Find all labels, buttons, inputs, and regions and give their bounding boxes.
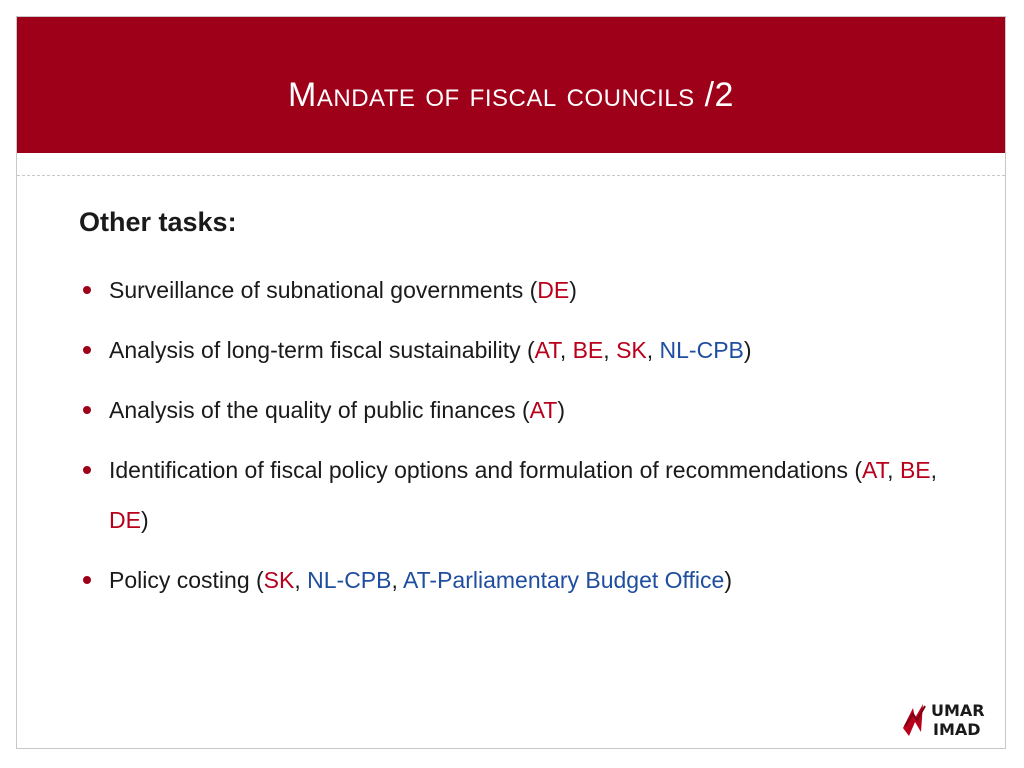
bullet-text: Analysis of the quality of public finances ( [109,397,530,423]
bullet-text: Surveillance of subnational governments ( [109,277,538,303]
institution-tag: AT-Parliamentary Budget Office [403,567,725,593]
institution-tag: NL-CPB [307,567,392,593]
bullet-item [79,325,979,375]
slide [16,16,1006,749]
bullet-item [79,445,979,545]
bullet-text: , [294,567,308,593]
bullet-dot-icon [83,346,91,354]
bullet-dot-icon [83,576,91,584]
logo-text-imad: IMAD [933,720,981,739]
bullet-text: Policy costing ( [109,567,264,593]
bullet-text: Analysis of long-term fiscal sustainability ( [109,337,535,363]
bullet-text: , [646,337,660,363]
bullet-text: ) [557,397,565,423]
country-tag: DE [109,507,141,533]
country-tag: SK [616,337,647,363]
country-tag: BE [572,337,604,363]
country-tag: SK [263,567,295,593]
section-heading: Other tasks: [79,207,237,237]
country-tag: DE [537,277,570,303]
bullet-list [79,265,979,615]
bullet-text: , [930,457,938,483]
bullet-item [79,555,979,605]
bullet-text: Identification of fiscal policy options and formulation of recommendations ( [109,457,863,483]
bullet-text: ) [569,277,577,303]
bullet-text: ) [140,507,149,533]
country-tag: AT [862,457,888,483]
bullet-dot-icon [83,406,91,414]
bullet-text: , [887,457,900,483]
country-tag: BE [899,457,931,483]
slide-title: Mandate of fiscal councils /2 [288,75,734,114]
bullet-text: ) [724,567,732,593]
divider-line [17,175,1005,176]
title-bar [17,17,1005,153]
bullet-text: ) [743,337,752,363]
country-tag: AT [529,397,558,423]
bullet-text: , [391,567,404,593]
country-tag: AT [534,337,560,363]
bullet-dot-icon [83,286,91,294]
umar-imad-logo-icon [901,698,997,740]
bullet-item [79,265,979,315]
bullet-dot-icon [83,466,91,474]
bullet-text: , [559,337,573,363]
logo-text-umar: UMAR [931,701,985,720]
bullet-item [79,385,979,435]
bullet-text: , [603,337,617,363]
institution-tag: NL-CPB [659,337,744,363]
